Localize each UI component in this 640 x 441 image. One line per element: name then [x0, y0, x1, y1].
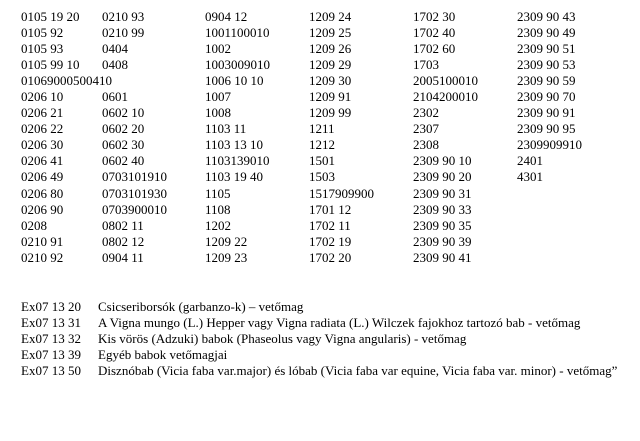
tariff-code: 0703101910 [102, 169, 167, 185]
tariff-code: 0105 19 20 [21, 9, 80, 24]
tariff-code: 2309 90 33 [413, 201, 472, 217]
tariff-code: 2307 [413, 121, 439, 137]
tariff-code: 1209 25 [309, 25, 352, 41]
code-column [517, 9, 637, 266]
tariff-code: 2309 90 41 [413, 249, 472, 265]
tariff-code: 0105 99 10 [21, 57, 80, 73]
tariff-code: 2005100010 [413, 73, 478, 89]
entry-description: Csicseriborsók (garbanzo-k) – vetőmag [98, 299, 304, 314]
tariff-code: 1006 10 10 [205, 73, 264, 89]
tariff-code: 0206 21 [21, 105, 64, 121]
tariff-code-table [21, 9, 637, 266]
tariff-code: 1209 22 [205, 233, 248, 249]
seed-entry [21, 299, 631, 315]
entry-description: A Vigna mungo (L.) Hepper vagy Vigna radiata (L.) Wilczek fajokhoz tartozó bab - vetőmag [98, 315, 581, 330]
tariff-code: 2308 [413, 137, 439, 153]
tariff-code: 1002 [205, 41, 231, 57]
tariff-code: 2302 [413, 105, 439, 121]
seed-entry [21, 363, 631, 379]
seed-entry-list [21, 299, 631, 379]
tariff-code: 0210 99 [102, 25, 145, 41]
tariff-code: 1209 24 [309, 9, 352, 24]
tariff-code: 0904 11 [102, 249, 144, 265]
entry-description: Disznóbab (Vicia faba var.major) és lóbab (Vicia faba var equine, Vicia faba var. minor) - vetőmag” [98, 363, 618, 378]
tariff-code: 0802 11 [102, 217, 144, 233]
seed-entry [21, 315, 631, 331]
tariff-code: 1517909900 [309, 185, 374, 201]
tariff-code: 1702 60 [413, 41, 456, 57]
code-column [102, 9, 205, 266]
tariff-code: 2309 90 20 [413, 169, 472, 185]
tariff-code: 0210 93 [102, 9, 145, 24]
tariff-code: 1212 [309, 137, 335, 153]
tariff-code: 0105 92 [21, 25, 64, 41]
tariff-code: 0206 30 [21, 137, 64, 153]
tariff-code: 0206 41 [21, 153, 64, 169]
tariff-code: 1209 99 [309, 105, 352, 121]
tariff-code: 0206 80 [21, 185, 64, 201]
tariff-code: 2309 90 10 [413, 153, 472, 169]
tariff-code: 0904 12 [205, 9, 248, 24]
entry-code: Ex07 13 32 [21, 331, 81, 346]
tariff-code: 0105 93 [21, 41, 64, 57]
tariff-code: 1202 [205, 217, 231, 233]
tariff-code: 1003009010 [205, 57, 270, 73]
tariff-code: 2309 90 95 [517, 121, 576, 137]
tariff-code: 1209 26 [309, 41, 352, 57]
entry-code: Ex07 13 20 [21, 299, 81, 314]
tariff-code: 2309 90 39 [413, 233, 472, 249]
tariff-code: 1103 11 [205, 121, 247, 137]
tariff-code: 1209 23 [205, 249, 248, 265]
tariff-code: 1702 40 [413, 25, 456, 41]
tariff-code: 1103 13 10 [205, 137, 264, 153]
code-column [205, 9, 309, 266]
tariff-code: 2309 90 70 [517, 89, 576, 105]
tariff-code: 1105 [205, 185, 231, 201]
tariff-code: 0601 [102, 89, 128, 105]
tariff-code: 0703101930 [102, 185, 167, 201]
tariff-code: 1209 29 [309, 57, 352, 73]
tariff-code: 1103 19 40 [205, 169, 264, 185]
tariff-code: 2104200010 [413, 89, 478, 105]
tariff-code: 0210 92 [21, 249, 64, 265]
tariff-code: 0602 30 [102, 137, 145, 153]
tariff-code: 2309 90 59 [517, 73, 576, 89]
tariff-code: 1211 [309, 121, 335, 137]
entry-description: Egyéb babok vetőmagjai [98, 347, 228, 362]
tariff-code: 1702 20 [309, 249, 352, 265]
tariff-code: 0802 12 [102, 233, 145, 249]
tariff-code: 0210 91 [21, 233, 64, 249]
tariff-code [102, 73, 205, 89]
seed-entry [21, 347, 631, 363]
tariff-code: 2309 90 51 [517, 41, 576, 57]
tariff-code: 0206 90 [21, 201, 64, 217]
tariff-code: 0602 40 [102, 153, 145, 169]
seed-entry [21, 331, 631, 347]
entry-code: Ex07 13 50 [21, 363, 81, 378]
tariff-code: 0703900010 [102, 201, 167, 217]
tariff-code: 1703 [413, 57, 439, 73]
tariff-code: 2401 [517, 153, 543, 169]
tariff-code: 2309 90 53 [517, 57, 576, 73]
tariff-code: 1001100010 [205, 25, 270, 41]
tariff-code: 1702 19 [309, 233, 352, 249]
tariff-code: 1103139010 [205, 153, 270, 169]
tariff-code: 2309 90 35 [413, 217, 472, 233]
entry-code: Ex07 13 31 [21, 315, 81, 330]
entry-code: Ex07 13 39 [21, 347, 81, 362]
tariff-code: 1702 11 [309, 217, 351, 233]
tariff-code: 2309909910 [517, 137, 582, 153]
tariff-code: 0206 49 [21, 169, 64, 185]
entry-description: Kis vörös (Adzuki) babok (Phaseolus vagy Vigna angularis) - vetőmag [98, 331, 467, 346]
tariff-code: 1108 [205, 201, 231, 217]
code-column [21, 9, 112, 266]
tariff-code: 2309 90 31 [413, 185, 472, 201]
tariff-code: 4301 [517, 169, 543, 185]
tariff-code: 1209 91 [309, 89, 352, 105]
tariff-code: 2309 90 43 [517, 9, 576, 24]
code-column [309, 9, 413, 266]
tariff-code: 1503 [309, 169, 335, 185]
tariff-code: 0408 [102, 57, 128, 73]
tariff-code: 1702 30 [413, 9, 456, 24]
tariff-code: 0208 [21, 217, 47, 233]
tariff-code: 2309 90 91 [517, 105, 576, 121]
tariff-code: 1701 12 [309, 201, 352, 217]
tariff-code: 0206 10 [21, 89, 64, 105]
tariff-code: 0602 20 [102, 121, 145, 137]
code-column [413, 9, 517, 266]
tariff-code: 0602 10 [102, 105, 145, 121]
tariff-code: 0404 [102, 41, 128, 57]
tariff-code: 1007 [205, 89, 231, 105]
tariff-code: 01069000500410 [21, 73, 112, 89]
tariff-code: 1008 [205, 105, 231, 121]
tariff-code: 1501 [309, 153, 335, 169]
tariff-code: 0206 22 [21, 121, 64, 137]
tariff-code: 2309 90 49 [517, 25, 576, 41]
tariff-code: 1209 30 [309, 73, 352, 89]
